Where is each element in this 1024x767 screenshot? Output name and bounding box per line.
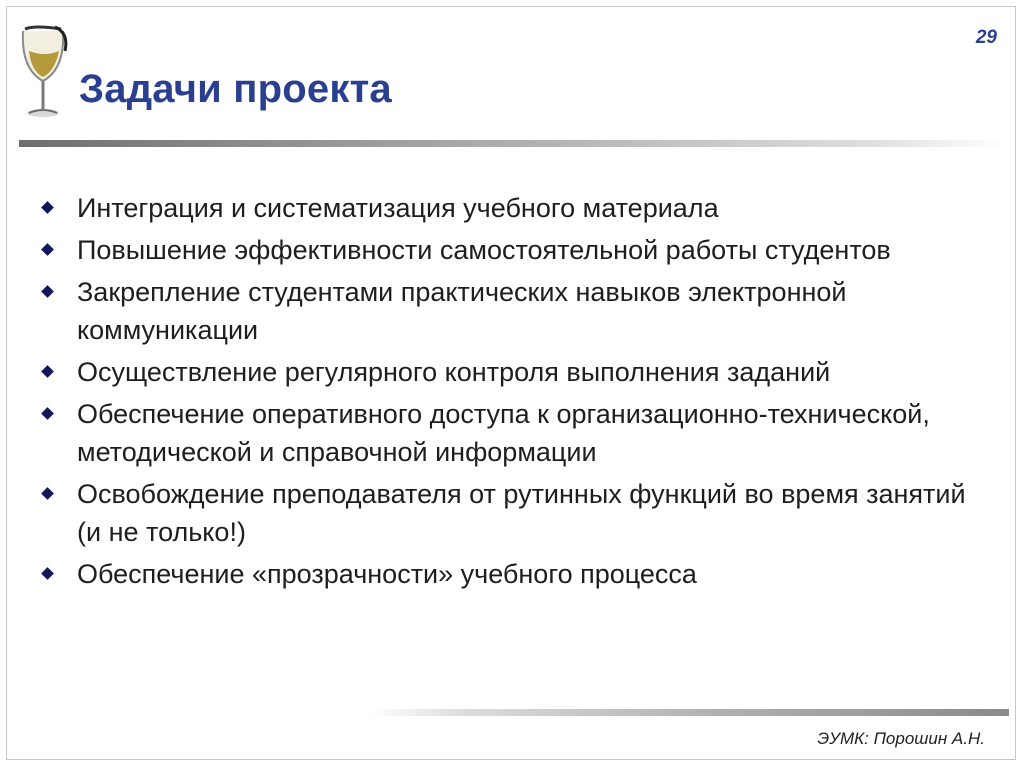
list-item-text: Обеспечение оперативного доступа к организационно-технической, методической и справочной информации (77, 399, 930, 467)
slide-frame (6, 6, 1016, 760)
page-title: Задачи проекта (79, 67, 392, 111)
list-item (35, 395, 985, 471)
bullet-list (35, 189, 985, 597)
list-item-text: Интеграция и систематизация учебного материала (77, 193, 719, 223)
list-item (35, 555, 985, 593)
list-item-text: Повышение эффективности самостоятельной работы студентов (77, 235, 891, 265)
slide-number: 29 (975, 27, 997, 48)
list-item (35, 231, 985, 269)
diamond-bullet-icon (41, 487, 54, 500)
list-item-text: Освобождение преподавателя от рутинных функций во время занятий (и не только!) (77, 479, 966, 547)
diamond-bullet-icon (41, 285, 54, 298)
diamond-bullet-icon (41, 407, 54, 420)
list-item-text: Осуществление регулярного контроля выполнения заданий (77, 357, 831, 387)
diamond-bullet-icon (41, 365, 54, 378)
list-item (35, 475, 985, 551)
diamond-bullet-icon (41, 567, 54, 580)
footer-divider (369, 709, 1009, 716)
footer-author: ЭУМК: Порошин А.Н. (817, 729, 985, 748)
diamond-bullet-icon (41, 201, 54, 214)
list-item (35, 273, 985, 349)
wine-glass-icon (15, 21, 75, 121)
list-item (35, 353, 985, 391)
list-item (35, 189, 985, 227)
diamond-bullet-icon (41, 243, 54, 256)
title-divider (19, 140, 1005, 147)
list-item-text: Обеспечение «прозрачности» учебного процесса (77, 559, 697, 589)
list-item-text: Закрепление студентами практических навыков электронной коммуникации (77, 277, 847, 345)
